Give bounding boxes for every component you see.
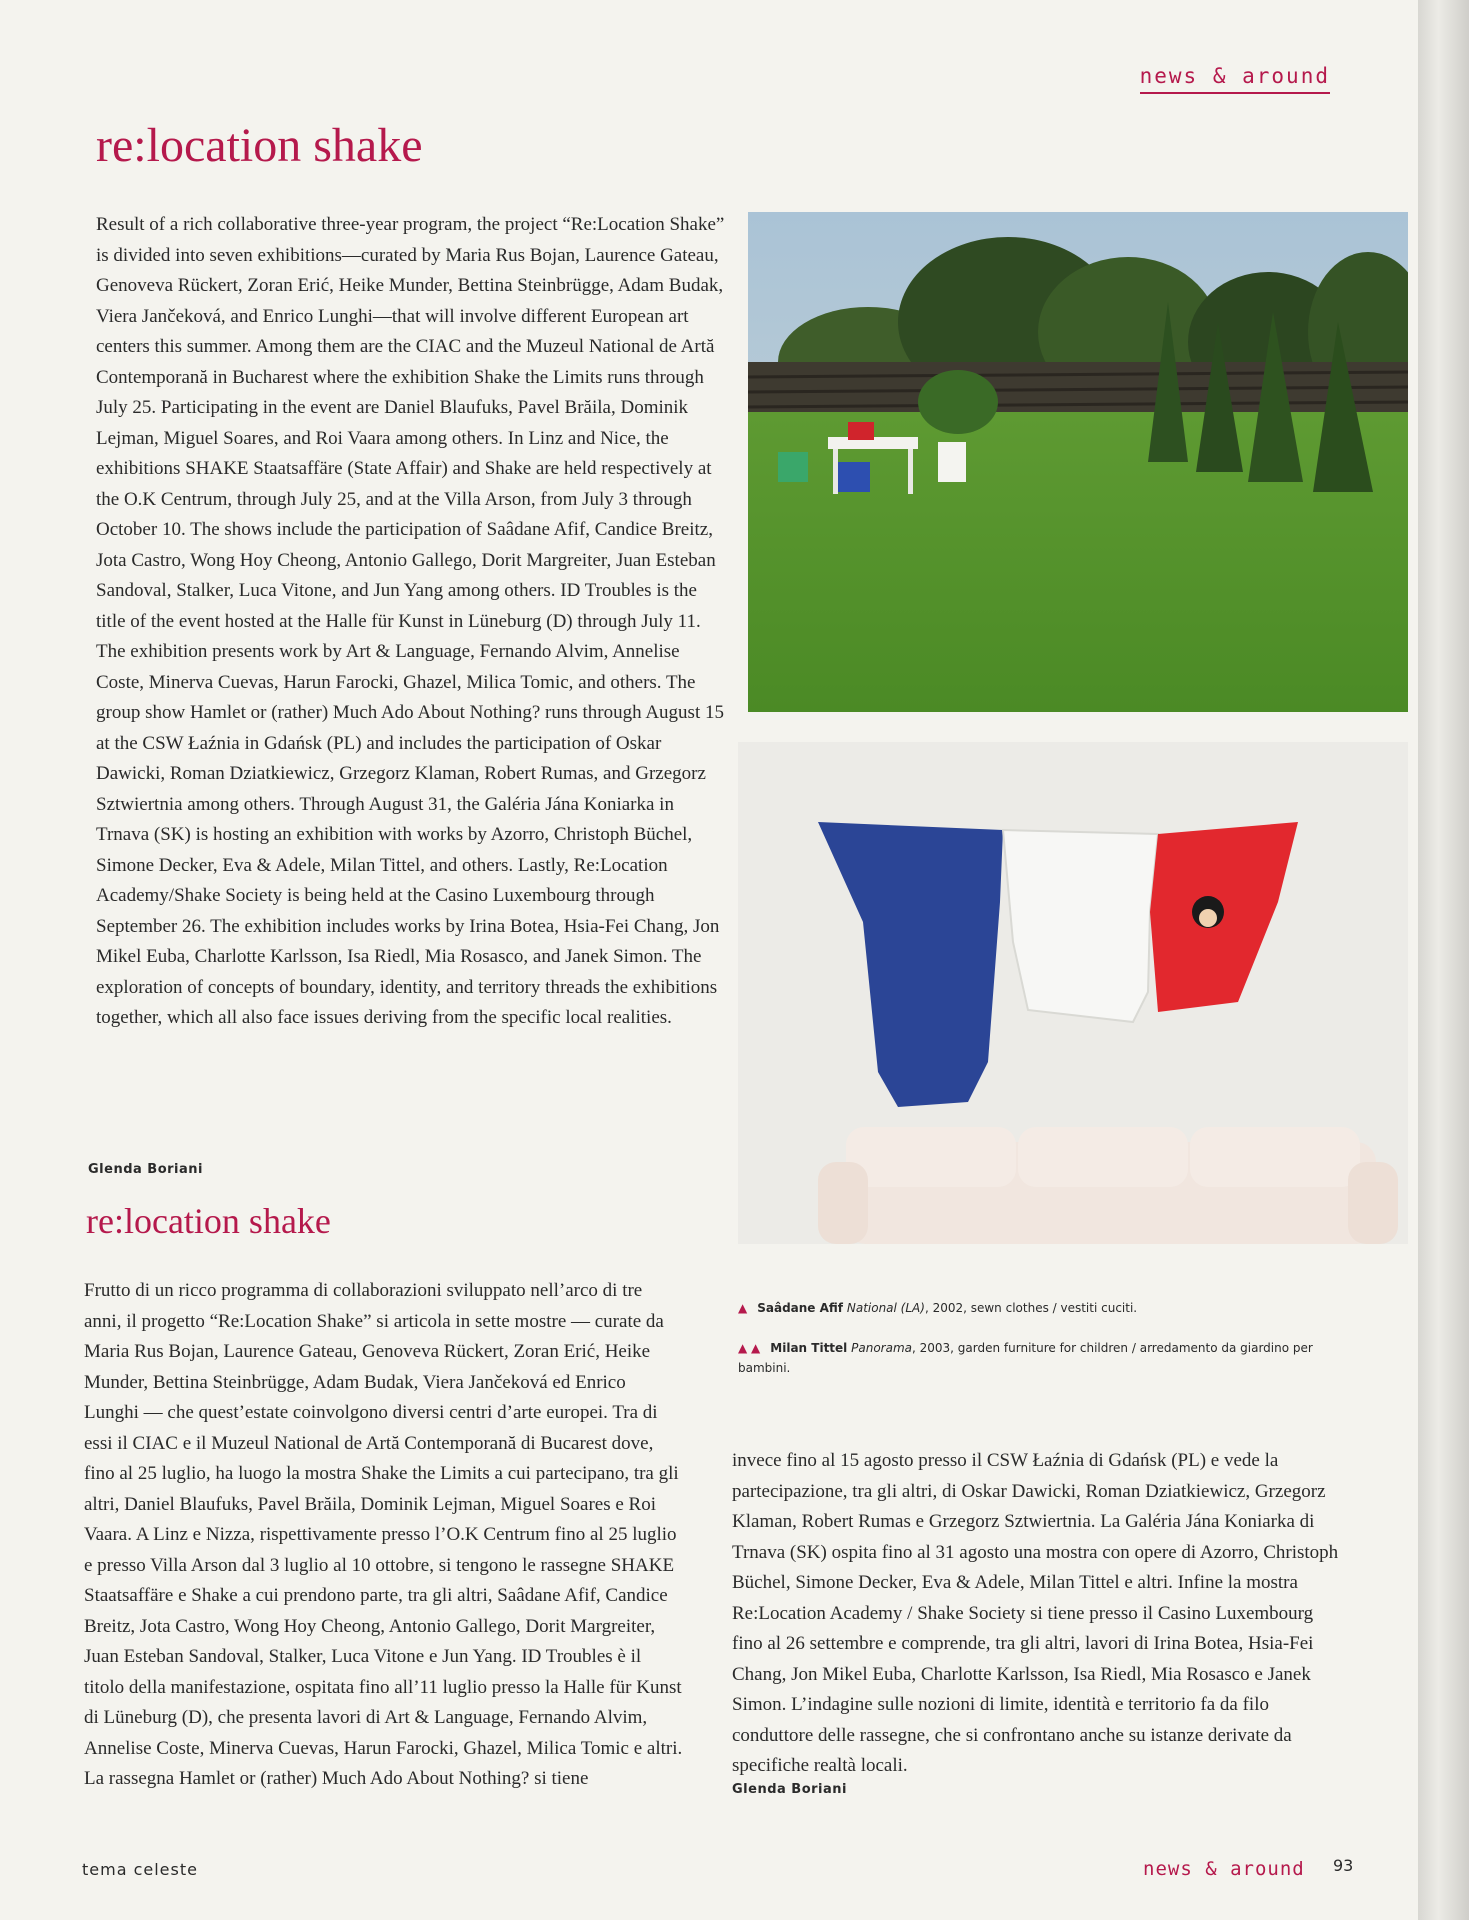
caption-milan-tittel [738, 1338, 1338, 1378]
next-page-edge [1418, 0, 1469, 1920]
article-title-it: re:location shake [86, 1201, 331, 1241]
garden-photo-illustration [748, 212, 1408, 712]
section-label: news & around [1140, 64, 1330, 94]
article-body-it-column-1: Frutto di un ricco programma di collaborazioni sviluppato nell’arco di tre anni, il progetto “Re:Location Shake” si articola in sette mostre — curate da Maria Rus Bojan, Laurence Gateau, Genoveva Rückert, Zoran Erić, Heike Munder, Bettina Steinbrügge, Adam Budak, Viera Jančeková ed Enrico Lunghi — che quest’estate coinvolgono diversi centri d’arte europei. Tra di essi il CIAC e il Muzeul National de Artă Contemporană di Bucarest dove, fino al 25 luglio, ha luogo la mostra Shake the Limits a cui partecipano, tra gli altri, Daniel Blaufuks, Pavel Brăila, Dominik Lejman, Miguel Soares e Roi Vaara. A Linz e Nizza, rispettivamente presso l’O.K Centrum fino al 25 luglio e presso Villa Arson dal 3 luglio al 10 ottobre, si tengono le rassegne SHAKE Staatsaffäre e Shake a cui prendono parte, tra gli altri, Saâdane Afif, Candice Breitz, Jota Castro, Wong Hoy Cheong, Antonio Gallego, Dorit Margreiter, Juan Esteban Sandoval, Stalker, Luca Vitone e Jun Yang. ID Troubles è il titolo della manifestazione, ospitata fino all’11 luglio presso la Halle für Kunst di Lüneburg (D), che presenta lavori di Art & Language, Fernando Alvim, Annelise Coste, Minerva Cuevas, Harun Farocki, Ghazel, Milica Tomic e altri. La rassegna Hamlet or (rather) Much Ado About Nothing? si tiene [84, 1280, 683, 1789]
caption-details: , 2003, garden furniture for children / arredamento da giardino per bambini. [738, 1341, 1313, 1375]
caption-details: , 2002, sewn clothes / vestiti cuciti. [924, 1301, 1138, 1315]
footer-section-label: news & around [1143, 1858, 1305, 1880]
caption-work: National (LA) [846, 1301, 925, 1315]
caption-artist: Milan Tittel [770, 1341, 848, 1355]
article-body-en: Result of a rich collaborative three-year program, the project “Re:Location Shake” is divided into seven exhibitions—curated by Maria Rus Bojan, Laurence Gateau, Genoveva Rückert, Zoran Erić, Heike Munder, Bettina Steinbrügge, Adam Budak, Viera Jančeková, and Enrico Lunghi—that will involve different European art centers this summer. Among them are the CIAC and the Muzeul National de Artă Contemporană in Bucharest where the exhibition Shake the Limits runs through July 25. Participating in the event are Daniel Blaufuks, Pavel Brăila, Dominik Lejman, Miguel Soares, and Roi Vaara among others. In Linz and Nice, the exhibitions SHAKE Staatsaffäre (State Affair) and Shake are held respectively at the O.K Centrum, through July 25, and at the Villa Arson, from July 3 through October 10. The shows include the participation of Saâdane Afif, Candice Breitz, Jota Castro, Wong Hoy Cheong, Antonio Gallego, Dorit Margreiter, Juan Esteban Sandoval, Stalker, Luca Vitone, and Jun Yang among others. ID Troubles is the title of the event hosted at the Halle für Kunst in Lüneburg (D) through July 11. The exhibition presents work by Art & Language, Fernando Alvim, Annelise Coste, Minerva Cuevas, Harun Farocki, Ghazel, Milica Tomic, and others. The group show Hamlet or (rather) Much Ado About Nothing? runs through August 15 at the CSW Łaźnia in Gdańsk (PL) and includes the participation of Oskar Dawicki, Roman Dziatkiewicz, Grzegorz Klaman, Robert Rumas, and Grzegorz Sztwiertnia among others. Through August 31, the Galéria Jána Koniarka in Trnava (SK) is hosting an exhibition with works by Azorro, Christoph Büchel, Simone Decker, Eva & Adele, Milan Tittel, and others. Lastly, Re:Location Academy/Shake Society is being held at the Casino Luxembourg through September 26. The exhibition includes works by Irina Botea, Hsia-Fei Chang, Jon Mikel Euba, Charlotte Karlsson, Isa Riedl, Mia Rosasco, and Janek Simon. The exploration of concepts of boundary, identity, and territory threads the exhibitions together, which all also face issues deriving from the specific local realities. [96, 214, 725, 1028]
garden-photo [748, 212, 1408, 712]
caption-marker-icon: ▲ [738, 1301, 748, 1315]
caption-saadane-afif [738, 1298, 1338, 1318]
caption-work: Panorama [851, 1341, 912, 1355]
shirts-photo-illustration [738, 742, 1408, 1244]
author-byline-en: Glenda Boriani [88, 1162, 203, 1177]
caption-artist: Saâdane Afif [757, 1301, 844, 1315]
article-body-it-column-2: invece fino al 15 agosto presso il CSW Łaźnia di Gdańsk (PL) e vede la partecipazione, tra gli altri, di Oskar Dawicki, Roman Dziatkiewicz, Grzegorz Klaman, Robert Rumas e Grzegorz Sztwiertnia. La Galéria Jána Koniarka di Trnava (SK) ospita fino al 31 agosto una mostra con opere di Azorro, Christoph Büchel, Simone Decker, Eva & Adele, Milan Tittel e altri. Infine la mostra Re:Location Academy / Shake Society si tiene presso il Casino Luxembourg fino al 26 settembre e comprende, tra gli altri, lavori di Irina Botea, Hsia-Fei Chang, Jon Mikel Euba, Charlotte Karlsson, Isa Riedl, Mia Rosasco e Janek Simon. L’indagine sulle nozioni di limite, identità e territorio fa da filo conduttore delle rassegne, che si confrontano anche su istanze derivate da specifiche realtà locali. [732, 1450, 1339, 1776]
footer-magazine-name: tema celeste [82, 1860, 198, 1879]
author-byline-it: Glenda Boriani [732, 1782, 847, 1797]
page-number: 93 [1333, 1856, 1354, 1875]
shirts-flag-photo [738, 742, 1408, 1244]
article-title-en: re:location shake [96, 119, 423, 172]
caption-marker-icon: ▲ ▲ [738, 1341, 761, 1355]
